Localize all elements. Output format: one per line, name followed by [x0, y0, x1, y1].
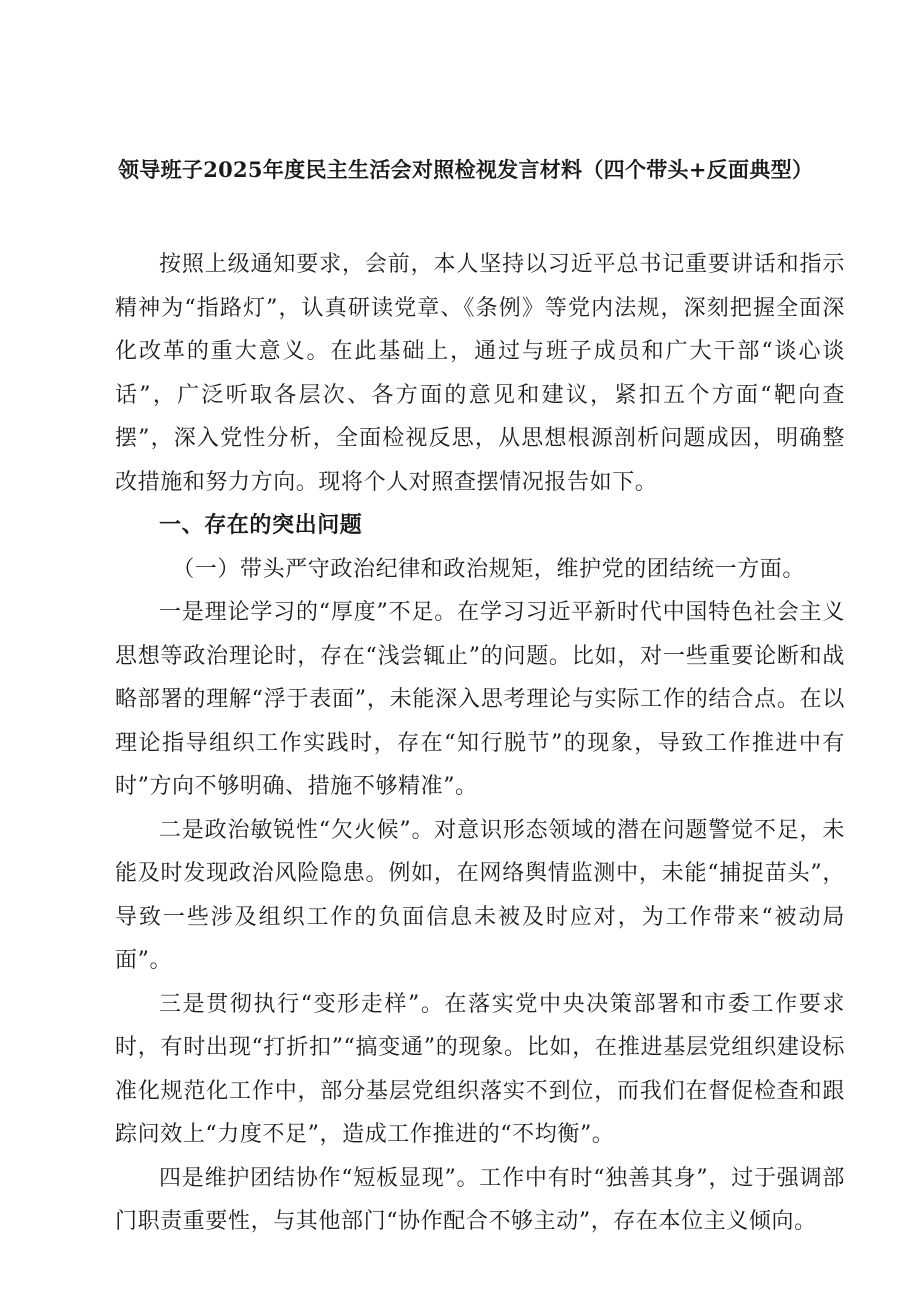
- document-title: 领导班子2025年度民主生活会对照检视发言材料（四个带头+反面典型）: [118, 157, 814, 182]
- intro-paragraph: 按照上级通知要求，会前，本人坚持以习近平总书记重要讲话和指示精神为“指路灯”，认真研读党章、《条例》等党内法规，深刻把握全面深化改革的重大意义。在此基础上，通过与班子成员和广大干部“谈心谈话”，广泛听取各层次、各方面的意见和建议，紧扣五个方面“靶向查摆”，深入党性分析，全面检视反思，从思想根源剖析问题成因，明确整改措施和努力方向。现将个人对照查摆情况报告如下。: [115, 252, 845, 495]
- body-paragraph: 一是理论学习的“厚度”不足。在学习习近平新时代中国特色社会主义思想等政治理论时，存在“浅尝辄止”的问题。比如，对一些重要论断和战略部署的理解“浮于表面”，未能深入思考理论与实际工作的结合点。在以理论指导组织工作实践时，存在“知行脱节”的现象，导致工作推进中有时”方向不够明确、措施不够精准”。: [115, 600, 845, 799]
- section-heading-problems: 一、存在的突出问题: [159, 512, 363, 538]
- subsection-heading-political-discipline: （一）带头严守政治纪律和政治规矩，维护党的团结统一方面。: [172, 556, 805, 582]
- body-paragraph: 四是维护团结协作“短板显现”。工作中有时“独善其身”，过于强调部门职责重要性，与其他部门“协作配合不够主动”，存在本位主义倾向。: [115, 1165, 845, 1234]
- body-paragraph: 三是贯彻执行“变形走样”。在落实党中央决策部署和市委工作要求时，有时出现“打折扣”“搞变通”的现象。比如，在推进基层党组织建设标准化规范化工作中，部分基层党组织落实不到位，而我们在督促检查和跟踪问效上“力度不足”，造成工作推进的“不均衡”。: [115, 991, 845, 1147]
- document-body: [115, 243, 845, 1244]
- body-paragraph: 二是政治敏锐性“欠火候”。对意识形态领域的潜在问题警觉不足，未能及时发现政治风险隐患。例如，在网络舆情监测中，未能“捕捉苗头”，导致一些涉及组织工作的负面信息未被及时应对，为工作带来“被动局面”。: [115, 817, 845, 973]
